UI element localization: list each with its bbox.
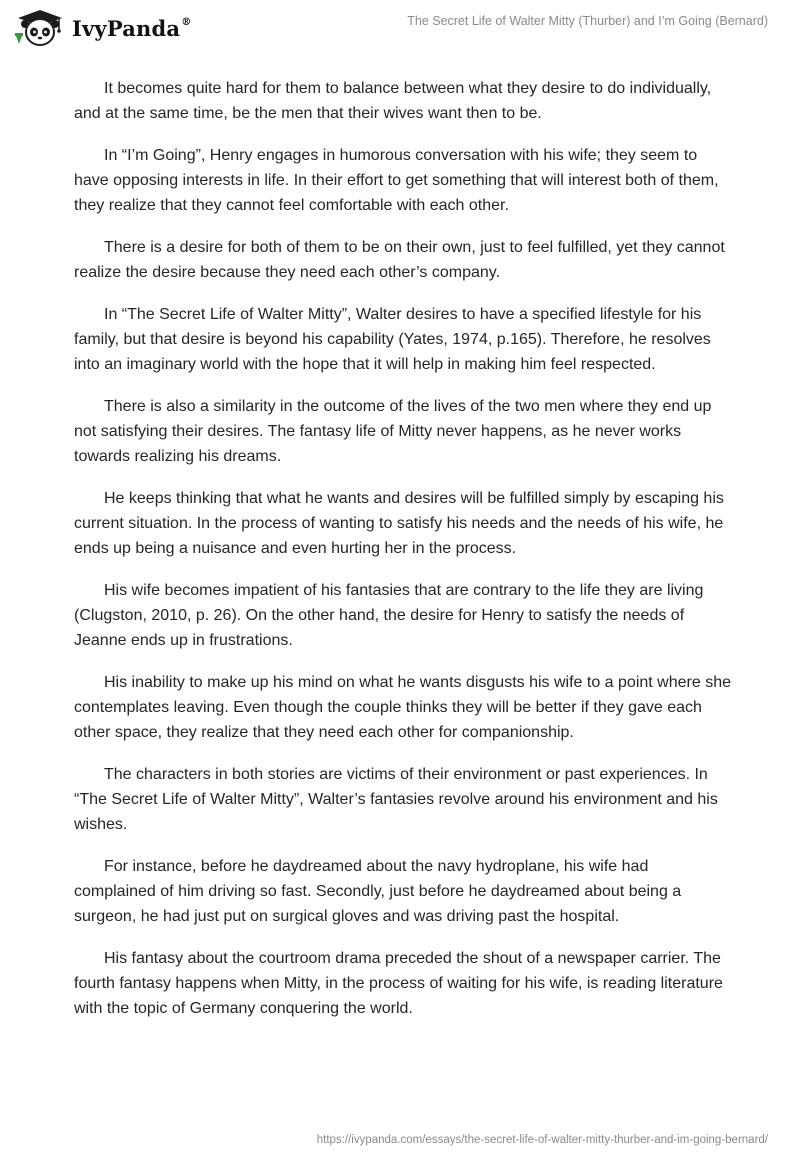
paragraph: His fantasy about the courtroom drama preceded the shout of a newspaper carrier. The fourth fantasy happens when Mitty, in the process of waiting for his wife, is reading literature with the topic of Germany conquering the world. xyxy=(74,950,723,1017)
page-header xyxy=(0,0,800,60)
paragraph: For instance, before he daydreamed about the navy hydroplane, his wife had complained of him driving so fast. Secondly, just before he daydreamed about being a surgeon, he had just put on surgical gloves and was driving past the hospital. xyxy=(74,858,682,925)
registered-mark: ® xyxy=(181,16,192,28)
source-url-link[interactable]: https://ivypanda.com/essays/the-secret-life-of-walter-mitty-thurber-and-im-going-bernard/ xyxy=(316,1134,768,1146)
paragraph: His inability to make up his mind on what he wants disgusts his wife to a point where she contemplates leaving. Even though the couple thinks they will be better if they gave each other space, they realize that they need each other for companionship. xyxy=(74,674,731,741)
paragraph: In “The Secret Life of Walter Mitty”, Walter desires to have a specified lifestyle for his family, but that desire is beyond his capability (Yates, 1974, p.165). Therefore, he resolves into an imaginary world with the hope that it will help in making him feel respected. xyxy=(74,306,711,373)
paragraph: There is also a similarity in the outcome of the lives of the two men where they end up not satisfying their desires. The fantasy life of Mitty never happens, as he never works towards realizing his dreams. xyxy=(74,398,712,465)
paragraph: The characters in both stories are victims of their environment or past experiences. In “The Secret Life of Walter Mitty”, Walter’s fantasies revolve around his environment and his wishes. xyxy=(74,766,718,833)
paragraph: His wife becomes impatient of his fantasies that are contrary to the life they are living (Clugston, 2010, p. 26). On the other hand, the desire for Henry to satisfy the needs of Jeanne ends up in frustrations. xyxy=(74,582,704,649)
paragraph: It becomes quite hard for them to balance between what they desire to do individually, and at the same time, be the men that their wives want then to be. xyxy=(74,80,712,122)
document-title: The Secret Life of Walter Mitty (Thurber) and I’m Going (Bernard) xyxy=(407,14,768,28)
essay-body xyxy=(74,76,734,1038)
paragraph: There is a desire for both of them to be on their own, just to feel fulfilled, yet they cannot realize the desire because they need each other’s company. xyxy=(74,239,725,281)
panda-graduate-icon xyxy=(14,8,66,48)
paragraph: In “I’m Going”, Henry engages in humorous conversation with his wife; they seem to have opposing interests in life. In their effort to get something that will interest both of them, they realize that they cannot feel comfortable with each other. xyxy=(74,147,719,214)
brand-logo-link[interactable] xyxy=(14,8,191,48)
paragraph: He keeps thinking that what he wants and desires will be fulfilled simply by escaping his current situation. In the process of wanting to satisfy his needs and the needs of his wife, he ends up being a nuisance and even hurting her in the process. xyxy=(74,490,724,557)
brand-name: IvyPanda® xyxy=(72,15,192,41)
